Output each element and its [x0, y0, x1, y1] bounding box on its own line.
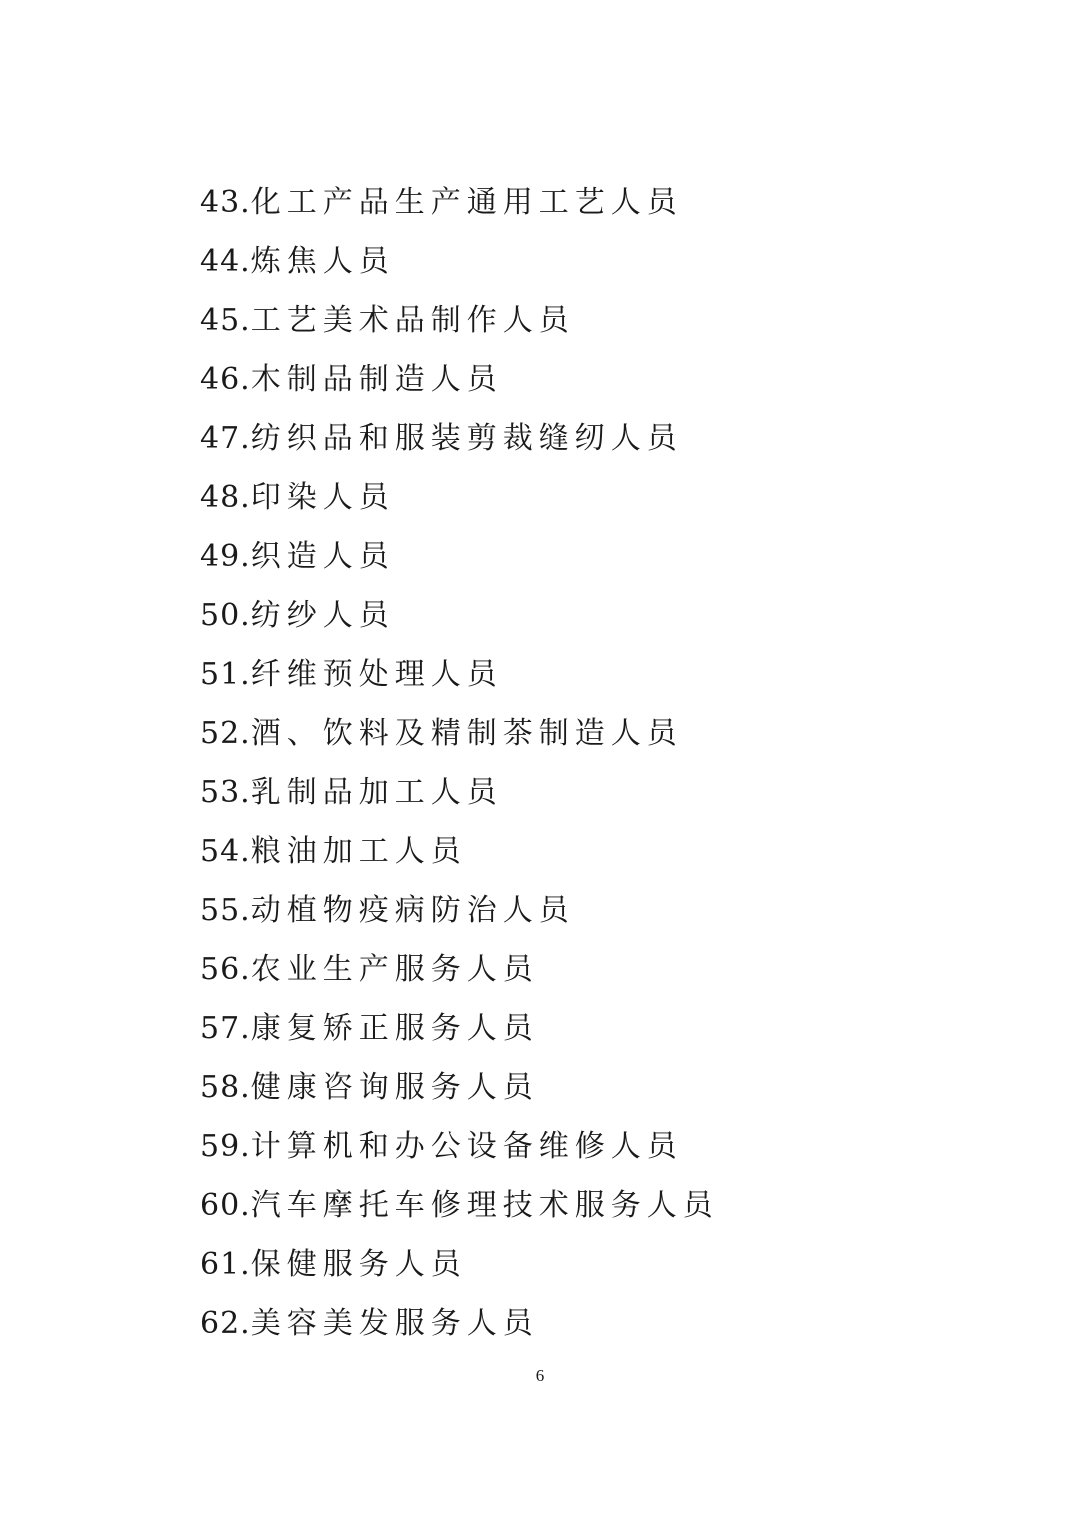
list-item-text: 化工产品生产通用工艺人员	[250, 185, 683, 220]
list-item	[200, 527, 719, 586]
list-item-text: 工艺美术品制作人员	[250, 303, 575, 338]
page-number: 6	[535, 1366, 545, 1385]
list-item-number: 52.	[200, 716, 251, 751]
list-item-text: 保健服务人员	[250, 1247, 467, 1282]
list-item-number: 62.	[200, 1306, 251, 1341]
list-item	[200, 409, 719, 468]
list-item-number: 46.	[200, 362, 251, 397]
list-item-number: 45.	[200, 303, 251, 338]
list-item-text: 木制品制造人员	[250, 362, 503, 397]
list-item	[200, 232, 719, 291]
list-item	[200, 291, 719, 350]
list-item	[200, 704, 719, 763]
list-item-text: 计算机和办公设备维修人员	[250, 1129, 683, 1164]
list-item-number: 48.	[200, 480, 251, 515]
list-item-number: 54.	[200, 834, 251, 869]
list-item-text: 炼焦人员	[250, 244, 395, 279]
list-item-number: 43.	[200, 185, 251, 220]
list-item-number: 57.	[200, 1011, 251, 1046]
list-item-number: 55.	[200, 893, 251, 928]
list-item-text: 康复矫正服务人员	[250, 1011, 539, 1046]
list-item-number: 47.	[200, 421, 251, 456]
list-item	[200, 1235, 719, 1294]
list-item	[200, 468, 719, 527]
list-item	[200, 763, 719, 822]
list-item-text: 农业生产服务人员	[250, 952, 539, 987]
list-item-number: 58.	[200, 1070, 251, 1105]
list-item	[200, 1176, 719, 1235]
list-item-number: 53.	[200, 775, 251, 810]
list-item-number: 61.	[200, 1247, 251, 1282]
list-item-text: 美容美发服务人员	[250, 1306, 539, 1341]
list-item-text: 纺织品和服装剪裁缝纫人员	[250, 421, 683, 456]
list-item-text: 纺纱人员	[250, 598, 395, 633]
list-item-text: 粮油加工人员	[250, 834, 467, 869]
list-item-number: 49.	[200, 539, 251, 574]
list-item-number: 44.	[200, 244, 251, 279]
list-item-text: 酒、饮料及精制茶制造人员	[250, 716, 683, 751]
list-item	[200, 999, 719, 1058]
list-item	[200, 586, 719, 645]
list-item-text: 纤维预处理人员	[250, 657, 503, 692]
list-item-text: 乳制品加工人员	[250, 775, 503, 810]
list-item-number: 51.	[200, 657, 251, 692]
list-item-number: 59.	[200, 1129, 251, 1164]
list-item	[200, 881, 719, 940]
list-item	[200, 822, 719, 881]
list-item	[200, 645, 719, 704]
list-item-text: 织造人员	[250, 539, 395, 574]
list-item	[200, 350, 719, 409]
list-item	[200, 1058, 719, 1117]
list-item	[200, 940, 719, 999]
list-item-text: 健康咨询服务人员	[250, 1070, 539, 1105]
list-item-number: 60.	[200, 1188, 251, 1223]
list-item-text: 汽车摩托车修理技术服务人员	[250, 1188, 719, 1223]
occupation-list	[200, 173, 719, 1353]
list-item-number: 56.	[200, 952, 251, 987]
list-item	[200, 1294, 719, 1353]
list-item	[200, 173, 719, 232]
list-item-text: 动植物疫病防治人员	[250, 893, 575, 928]
list-item-text: 印染人员	[250, 480, 395, 515]
list-item	[200, 1117, 719, 1176]
list-item-number: 50.	[200, 598, 251, 633]
